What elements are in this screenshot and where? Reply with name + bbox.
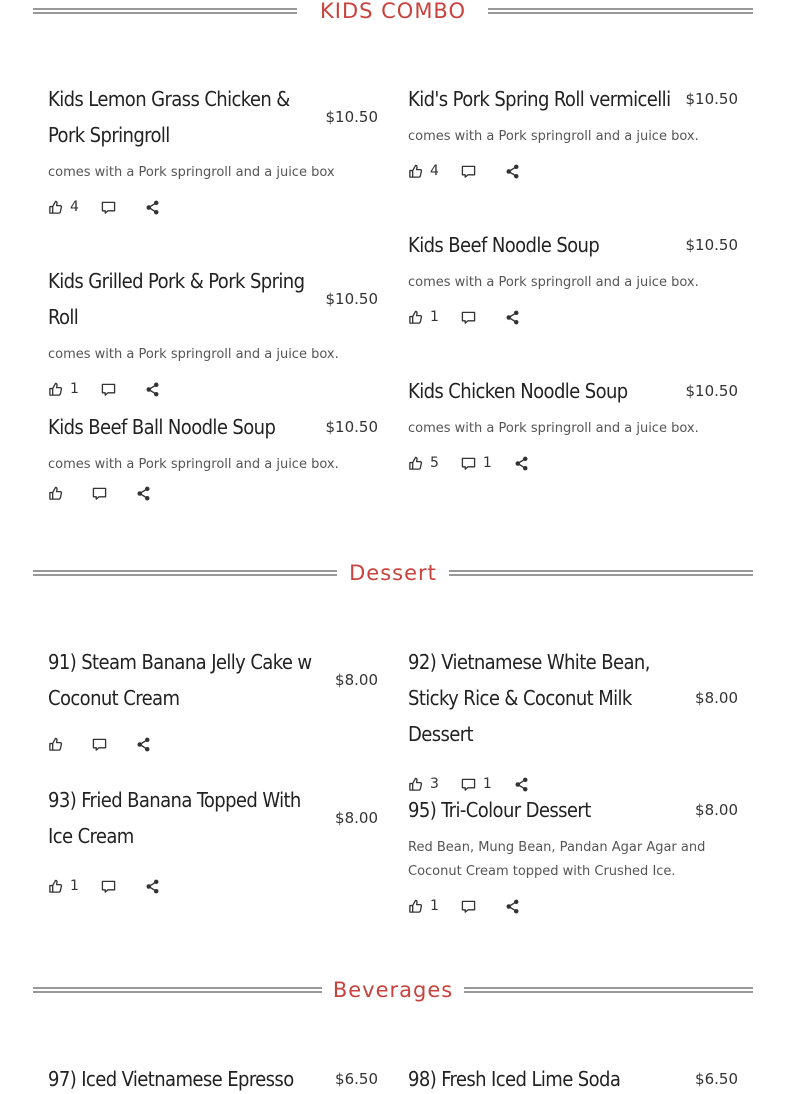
thumbs-up-icon — [408, 899, 423, 914]
share-icon — [505, 164, 520, 179]
menu-item[interactable] — [48, 644, 378, 754]
share-button[interactable] — [514, 456, 529, 471]
like-button[interactable] — [408, 163, 439, 179]
comment-icon — [101, 879, 116, 894]
share-button[interactable] — [136, 737, 151, 752]
item-price: $10.50 — [325, 418, 378, 436]
like-count: 1 — [70, 878, 79, 894]
divider — [33, 9, 297, 14]
menu-item[interactable] — [48, 81, 378, 217]
share-icon — [514, 456, 529, 471]
item-price: $8.00 — [335, 671, 378, 689]
like-button[interactable] — [408, 309, 439, 325]
share-button[interactable] — [145, 879, 160, 894]
item-description: comes with a Pork springroll and a juice box. — [408, 275, 699, 290]
menu-item[interactable] — [48, 782, 378, 896]
comment-button[interactable] — [92, 486, 114, 501]
like-button[interactable] — [48, 737, 70, 752]
comment-icon — [92, 737, 107, 752]
item-price: $10.50 — [685, 90, 738, 108]
like-button[interactable] — [408, 455, 439, 471]
item-description: comes with a Pork springroll and a juice box. — [48, 347, 339, 362]
item-name: Kids Lemon Grass Chicken & Pork Springroll — [48, 87, 290, 147]
share-button[interactable] — [145, 382, 160, 397]
share-icon — [145, 382, 160, 397]
like-count: 4 — [430, 163, 439, 179]
menu-item[interactable] — [48, 1061, 378, 1094]
comment-button[interactable] — [461, 899, 483, 914]
item-description: comes with a Pork springroll and a juice box — [48, 165, 335, 180]
item-description: comes with a Pork springroll and a juice box. — [408, 421, 699, 436]
section-title: KIDS COMBO — [316, 0, 470, 23]
comment-button[interactable] — [461, 776, 492, 792]
comment-button[interactable] — [101, 200, 123, 215]
share-icon — [514, 777, 529, 792]
menu-item[interactable] — [408, 227, 738, 327]
item-name: Kids Beef Ball Noodle Soup — [48, 415, 276, 439]
comment-icon — [101, 200, 116, 215]
comment-icon — [101, 382, 116, 397]
item-name: Kids Beef Noodle Soup — [408, 233, 600, 257]
item-price: $10.50 — [685, 236, 738, 254]
menu-item[interactable] — [48, 409, 378, 503]
share-button[interactable] — [145, 200, 160, 215]
comment-button[interactable] — [461, 310, 483, 325]
like-count: 4 — [70, 199, 79, 215]
section-header-beverages — [33, 975, 753, 1005]
item-description: comes with a Pork springroll and a juice box. — [48, 457, 339, 472]
comment-icon — [92, 486, 107, 501]
comment-count: 1 — [482, 776, 492, 792]
item-price: $6.50 — [335, 1070, 378, 1088]
share-icon — [145, 879, 160, 894]
item-name: 95) Tri-Colour Dessert — [408, 798, 591, 822]
item-price: $10.50 — [325, 290, 378, 308]
item-name: Kids Grilled Pork & Pork Spring Roll — [48, 269, 305, 329]
like-count: 1 — [430, 898, 439, 914]
thumbs-up-icon — [48, 486, 63, 501]
comment-icon — [461, 456, 476, 471]
divider — [464, 988, 753, 993]
menu-item[interactable] — [408, 1061, 738, 1094]
share-button[interactable] — [505, 164, 520, 179]
like-count: 3 — [430, 776, 439, 792]
share-button[interactable] — [505, 899, 520, 914]
item-name: 91) Steam Banana Jelly Cake w Coconut Cream — [48, 650, 312, 710]
share-button[interactable] — [136, 486, 151, 501]
item-price: $10.50 — [685, 382, 738, 400]
share-icon — [136, 737, 151, 752]
item-price: $8.00 — [695, 801, 738, 819]
section-header-dessert — [33, 558, 753, 588]
item-name: 97) Iced Vietnamese Epresso — [48, 1067, 294, 1091]
comment-count: 1 — [482, 455, 492, 471]
thumbs-up-icon — [408, 310, 423, 325]
comment-button[interactable] — [101, 382, 123, 397]
item-name: Kid's Pork Spring Roll vermicelli — [408, 87, 671, 111]
item-name: 92) Vietnamese White Bean, Sticky Rice & Coconut Milk Dessert — [408, 650, 650, 746]
divider — [33, 988, 322, 993]
item-name: 93) Fried Banana Topped With Ice Cream — [48, 788, 301, 848]
like-button[interactable] — [48, 486, 70, 501]
item-price: $6.50 — [695, 1070, 738, 1088]
divider — [449, 571, 753, 576]
comment-icon — [461, 899, 476, 914]
like-count: 5 — [430, 455, 439, 471]
share-icon — [505, 310, 520, 325]
comment-icon — [461, 310, 476, 325]
thumbs-up-icon — [408, 456, 423, 471]
section-header-kids-combo — [33, 0, 753, 26]
item-name: Kids Chicken Noodle Soup — [408, 379, 628, 403]
comment-icon — [461, 164, 476, 179]
comment-button[interactable] — [92, 737, 114, 752]
comment-button[interactable] — [461, 164, 483, 179]
share-button[interactable] — [514, 777, 529, 792]
comment-icon — [461, 777, 476, 792]
comment-button[interactable] — [101, 879, 123, 894]
menu-item[interactable] — [48, 263, 378, 399]
like-button[interactable] — [48, 878, 79, 894]
thumbs-up-icon — [408, 777, 423, 792]
section-title: Dessert — [345, 561, 441, 585]
menu-item[interactable] — [408, 644, 738, 794]
divider — [488, 9, 753, 14]
thumbs-up-icon — [48, 737, 63, 752]
item-price: $10.50 — [325, 108, 378, 126]
thumbs-up-icon — [48, 200, 63, 215]
comment-button[interactable] — [461, 455, 492, 471]
share-icon — [505, 899, 520, 914]
item-price: $8.00 — [335, 809, 378, 827]
section-title: Beverages — [329, 978, 457, 1002]
item-name: 98) Fresh Iced Lime Soda — [408, 1067, 621, 1091]
share-icon — [145, 200, 160, 215]
thumbs-up-icon — [408, 164, 423, 179]
menu-item[interactable] — [408, 81, 738, 181]
like-count: 1 — [430, 309, 439, 325]
like-button[interactable] — [48, 199, 79, 215]
thumbs-up-icon — [48, 879, 63, 894]
thumbs-up-icon — [48, 382, 63, 397]
share-button[interactable] — [505, 310, 520, 325]
item-price: $8.00 — [695, 689, 738, 707]
item-description: Red Bean, Mung Bean, Pandan Agar Agar and Coconut Cream topped with Crushed Ice. — [408, 840, 706, 879]
share-icon — [136, 486, 151, 501]
menu-item[interactable] — [408, 792, 738, 916]
like-button[interactable] — [48, 381, 79, 397]
like-button[interactable] — [408, 776, 439, 792]
like-button[interactable] — [408, 898, 439, 914]
like-count: 1 — [70, 381, 79, 397]
menu-item[interactable] — [408, 373, 738, 473]
item-description: comes with a Pork springroll and a juice box. — [408, 129, 699, 144]
divider — [33, 571, 337, 576]
